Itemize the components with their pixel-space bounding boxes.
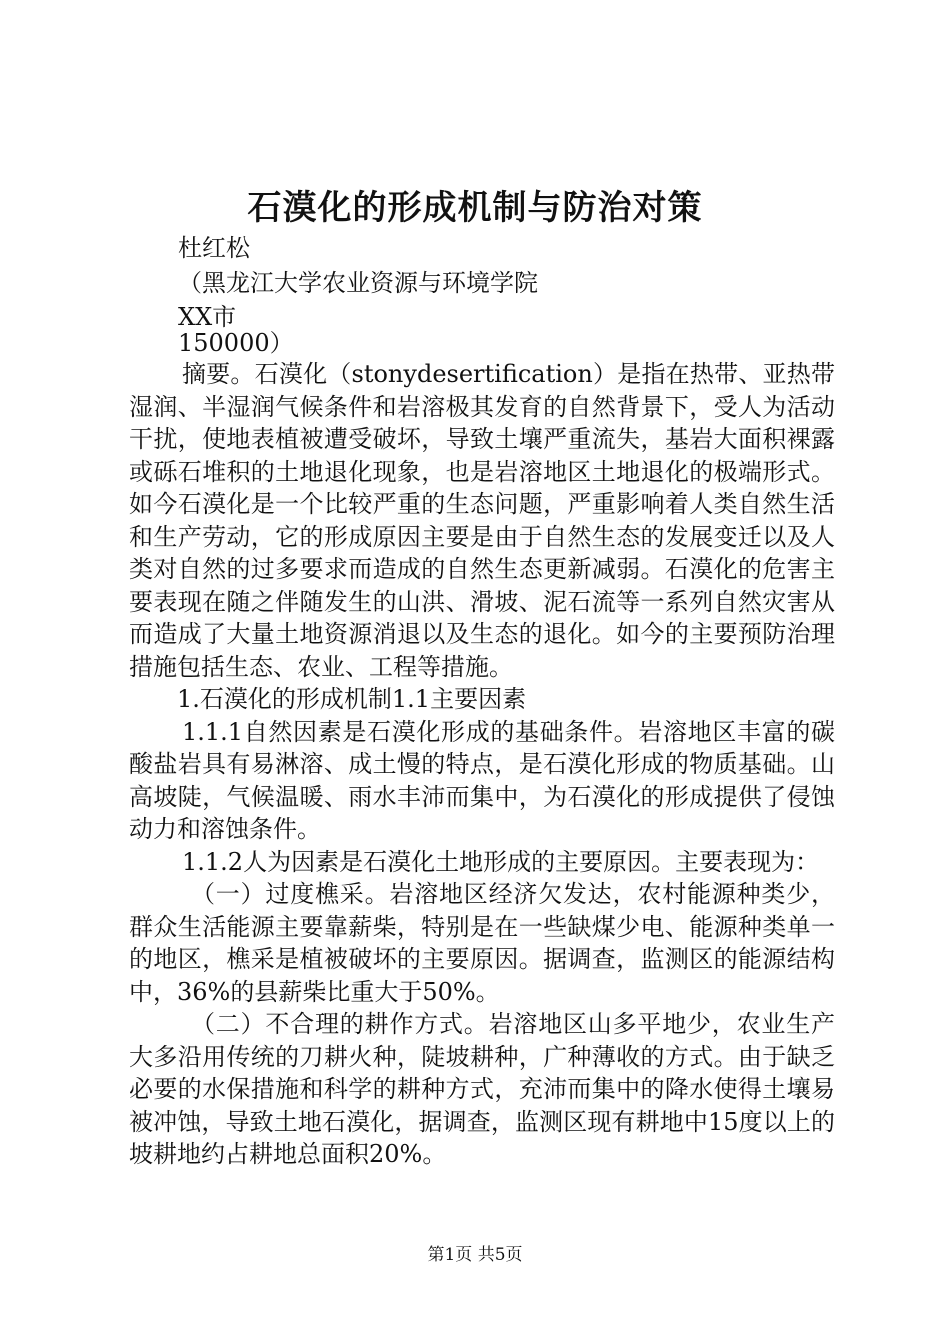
body-paragraph: 1.1.2人为因素是石漠化土地形成的主要原因。主要表现为：	[182, 847, 820, 876]
author-postcode: 150000）	[178, 329, 294, 357]
document-title: 石漠化的形成机制与防治对策	[247, 188, 703, 228]
author-city: XX市	[178, 303, 237, 331]
abstract-paragraph: 摘要。石漠化（stonydesertification）是指在热带、亚热带湿润、半湿润气候条件和岩溶极其发育的自然背景下，受人为活动干扰，使地表植被遭受破坏，导致土壤严重流失，基岩大面积裸露或砾石堆积的土地退化现象，也是岩溶地区土地退化的极端形式。如今石漠化是一个比较严重的生态问题，严重影响着人类自然生活和生产劳动，它的形成原因主要是由于自然生态的发展变迁以及人类对自然的过多要求而造成的自然生态更新减弱。石漠化的危害主要表现在随之伴随发生的山洪、滑坡、泥石流等一系列自然灾害从而造成了大量土地资源消退以及生态的退化。如今的主要预防治理措施包括生态、农业、工程等措施。	[129, 360, 835, 681]
body-paragraph: （一）过度樵采。岩溶地区经济欠发达，农村能源种类少，群众生活能源主要靠薪柴，特别是在一些缺煤少电、能源种类单一的地区，樵采是植被破坏的主要原因。据调查，监测区的能源结构中，36%的县薪柴比重大于50%。	[129, 880, 835, 1006]
body-paragraph: （二）不合理的耕作方式。岩溶地区山多平地少，农业生产大多沿用传统的刀耕火种，陡坡耕种，广种薄收的方式。由于缺乏必要的水保措施和科学的耕种方式，充沛而集中的降水使得土壤易被冲蚀，导致土地石漠化，据调查，监测区现有耕地中15度以上的坡耕地约占耕地总面积20%。	[129, 1010, 835, 1168]
author-affiliation: （黑龙江大学农业资源与环境学院	[178, 269, 538, 297]
author-name: 杜红松	[178, 234, 250, 262]
body-paragraph: 1.1.1自然因素是石漠化形成的基础条件。岩溶地区丰富的碳酸盐岩具有易淋溶、成土慢的特点，是石漠化形成的物质基础。山高坡陡，气候温暖、雨水丰沛而集中，为石漠化的形成提供了侵蚀动力和溶蚀条件。	[129, 717, 835, 843]
section-heading: 1.石漠化的形成机制1.1主要因素	[177, 685, 527, 713]
document-body	[129, 358, 835, 1171]
page-footer: 第1页 共5页	[427, 1245, 523, 1265]
